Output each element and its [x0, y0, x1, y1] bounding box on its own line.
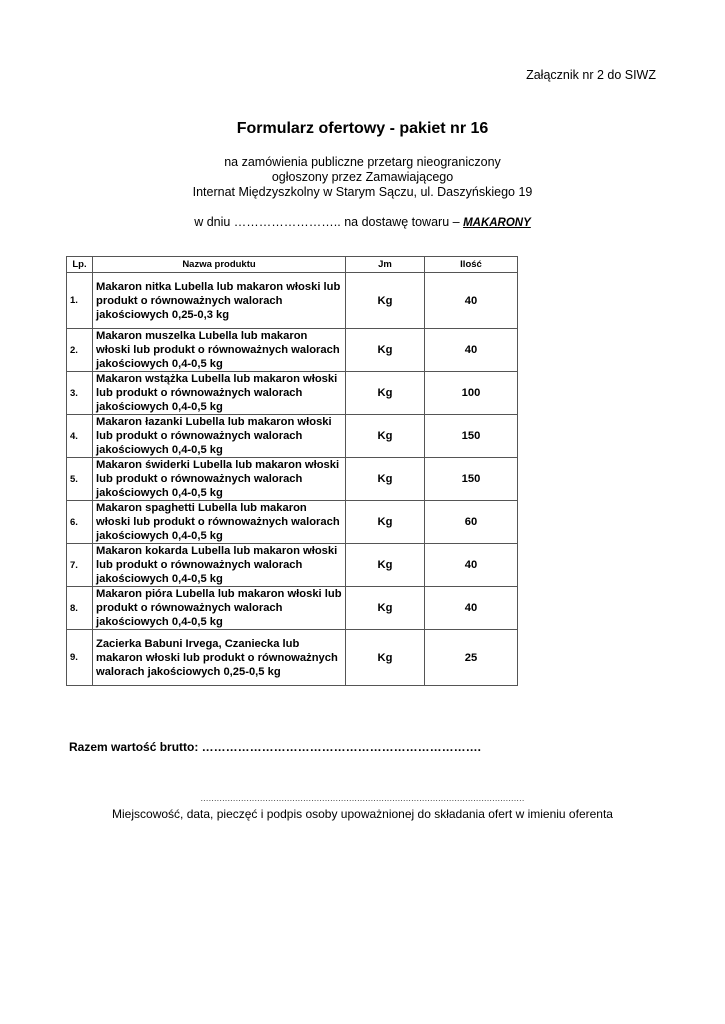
row-product-name: Makaron spaghetti Lubella lub makaron włoski lub produkt o równoważnych walorach jakościowych 0,4-0,5 kg	[93, 501, 346, 544]
subtitle-line-2: ogłoszony przez Zamawiającego	[271, 170, 454, 184]
row-lp: 2.	[67, 329, 93, 372]
row-lp: 8.	[67, 587, 93, 630]
subtitle-line-1: na zamówienia publiczne przetarg nieograniczony	[224, 155, 501, 169]
row-lp: 6.	[67, 501, 93, 544]
row-lp: 9.	[67, 630, 93, 686]
row-unit: Kg	[346, 273, 425, 329]
row-unit: Kg	[346, 415, 425, 458]
header-jm: Jm	[346, 257, 425, 273]
row-product-name: Zacierka Babuni Irvega, Czaniecka lub makaron włoski lub produkt o równoważnych walorach jakościowych 0,25-0,5 kg	[93, 630, 346, 686]
table-row	[67, 587, 518, 630]
row-unit: Kg	[346, 458, 425, 501]
table-row	[67, 415, 518, 458]
row-quantity: 40	[425, 329, 518, 372]
row-product-name: Makaron kokarda Lubella lub makaron włoski lub produkt o równoważnych walorach jakościowych 0,4-0,5 kg	[93, 544, 346, 587]
row-quantity: 60	[425, 501, 518, 544]
page-title: Formularz ofertowy - pakiet nr 16	[236, 120, 489, 137]
table-row	[67, 501, 518, 544]
row-lp: 4.	[67, 415, 93, 458]
row-product-name: Makaron nitka Lubella lub makaron włoski lub produkt o równoważnych walorach jakościowych 0,25-0,3 kg	[93, 273, 346, 329]
row-unit: Kg	[346, 501, 425, 544]
date-line	[0, 215, 725, 229]
row-product-name: Makaron łazanki Lubella lub makaron włoski lub produkt o równoważnych walorach jakościowych 0,4-0,5 kg	[93, 415, 346, 458]
row-quantity: 40	[425, 587, 518, 630]
row-unit: Kg	[346, 544, 425, 587]
row-product-name: Makaron pióra Lubella lub makaron włoski lub produkt o równoważnych walorach jakościowych 0,4-0,5 kg	[93, 587, 346, 630]
header-lp: Lp.	[67, 257, 93, 273]
row-product-name: Makaron muszelka Lubella lub makaron włoski lub produkt o równoważnych walorach jakościowych 0,4-0,5 kg	[93, 329, 346, 372]
table-header-row	[67, 257, 518, 273]
row-quantity: 40	[425, 273, 518, 329]
table-row	[67, 458, 518, 501]
annex-label: Załącznik nr 2 do SIWZ	[526, 68, 656, 82]
row-unit: Kg	[346, 630, 425, 686]
header-qty: Ilość	[425, 257, 518, 273]
products-table	[66, 256, 518, 686]
row-quantity: 150	[425, 415, 518, 458]
subtitle-line-3: Internat Międzyszkolny w Starym Sączu, ul. Daszyńskiego 19	[192, 185, 533, 199]
goods-name: MAKARONY	[463, 217, 531, 229]
row-lp: 7.	[67, 544, 93, 587]
row-quantity: 25	[425, 630, 518, 686]
table-row	[67, 544, 518, 587]
table-row	[67, 329, 518, 372]
row-unit: Kg	[346, 372, 425, 415]
row-quantity: 40	[425, 544, 518, 587]
table-row	[67, 273, 518, 329]
signature-caption: Miejscowość, data, pieczęć i podpis osoby upoważnionej do składania ofert w imieniu oferenta	[112, 807, 613, 821]
table-row	[67, 630, 518, 686]
row-unit: Kg	[346, 587, 425, 630]
row-lp: 1.	[67, 273, 93, 329]
row-product-name: Makaron świderki Lubella lub makaron włoski lub produkt o równoważnych walorach jakościowych 0,4-0,5 kg	[93, 458, 346, 501]
table-row	[67, 372, 518, 415]
row-lp: 5.	[67, 458, 93, 501]
total-gross-value-line: Razem wartość brutto: …………………………………………………………….	[69, 740, 482, 754]
date-prefix: w dniu …………………….. na dostawę towaru –	[194, 215, 464, 229]
signature-dotted-line: ........................................................................................................................	[200, 793, 525, 803]
row-quantity: 150	[425, 458, 518, 501]
row-quantity: 100	[425, 372, 518, 415]
row-product-name: Makaron wstążka Lubella lub makaron włoski lub produkt o równoważnych walorach jakościowych 0,4-0,5 kg	[93, 372, 346, 415]
header-name: Nazwa produktu	[93, 257, 346, 273]
row-lp: 3.	[67, 372, 93, 415]
row-unit: Kg	[346, 329, 425, 372]
